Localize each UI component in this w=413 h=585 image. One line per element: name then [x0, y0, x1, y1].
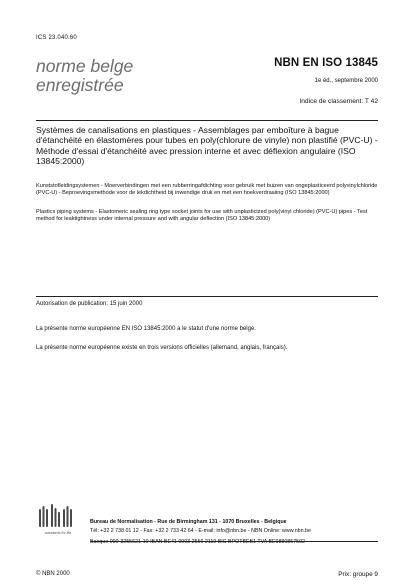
footer-divider [90, 541, 378, 542]
status-note: La présente norme européenne EN ISO 13845:2000 a le statut d'une norme belge. [36, 326, 256, 332]
footer-bank: Banque 000-3255621-10 IBAN BE41 0003 2556 2110 BIC BPOTBEB1 TVA BE0880857592 [90, 538, 305, 545]
brand-text [36, 57, 133, 95]
brand-line-1: norme belge [36, 56, 134, 76]
versions-note: La présente norme européenne existe en trois versions officielles (allemand, anglais, français). [36, 345, 288, 351]
edition-info: 1e éd., septembre 2000 [314, 78, 378, 84]
logo-tagline: standards for life [44, 531, 72, 535]
brand-line-2: enregistrée [36, 75, 124, 95]
ics-code: ICS 23.040.60 [36, 35, 77, 41]
footer-contact-text: Tél: +32 2 738 01 12 - Fax: +32 2 733 42 64 - E-mail: info@nbn.be - NBN Online: www.nbn.be [90, 527, 311, 534]
title-dutch: Kunststofleidingsystemen - Moerverbindingen met een rubberringafdichting voor gebruik met buizen van ongeplasticeerd polyvinylchloride (PVC-U) - Beproevingsmethode voor de lekdichtheid bij inwendige druk en met een hoekverdraaiing (ISO 13845:2000) [36, 183, 378, 197]
publication-date: Autorisation de publication: 15 juin 2000 [36, 301, 143, 307]
top-divider [36, 120, 378, 121]
footer-address: Bureau de Normalisation - Rue de Birmingham 131 - 1070 Bruxelles - Belgique [90, 519, 287, 525]
footer-contact [90, 527, 378, 536]
price-group: Prix: groupe 9 [338, 571, 378, 578]
middle-divider [36, 296, 378, 297]
footer-address-block [90, 518, 378, 546]
classification-index: Indice de classement: T 42 [299, 98, 378, 105]
copyright: © NBN 2000 [36, 571, 70, 577]
standard-code: NBN EN ISO 13845 [274, 57, 378, 69]
nbn-logo-icon [36, 503, 80, 529]
title-english: Plastics piping systems - Elastomeric sealing ring type socket joints for use with unplasticized poly(vinyl chloride) (PVC-U) pipes - Test method for leaktightness under internal pressure and with angular deflection (ISO 13845:2000) [36, 209, 368, 223]
nbn-logo [36, 503, 76, 553]
title-french: Systèmes de canalisations en plastiques - Assemblages par emboîture à bague d'étanchéité en élastomères pour tubes en poly(chlorure de vinyle) non plastifié (PVC-U) - Méthode d'essai d'étanchéité avec pression interne et avec déflexion angulaire (ISO 13845:2000) [36, 125, 378, 167]
